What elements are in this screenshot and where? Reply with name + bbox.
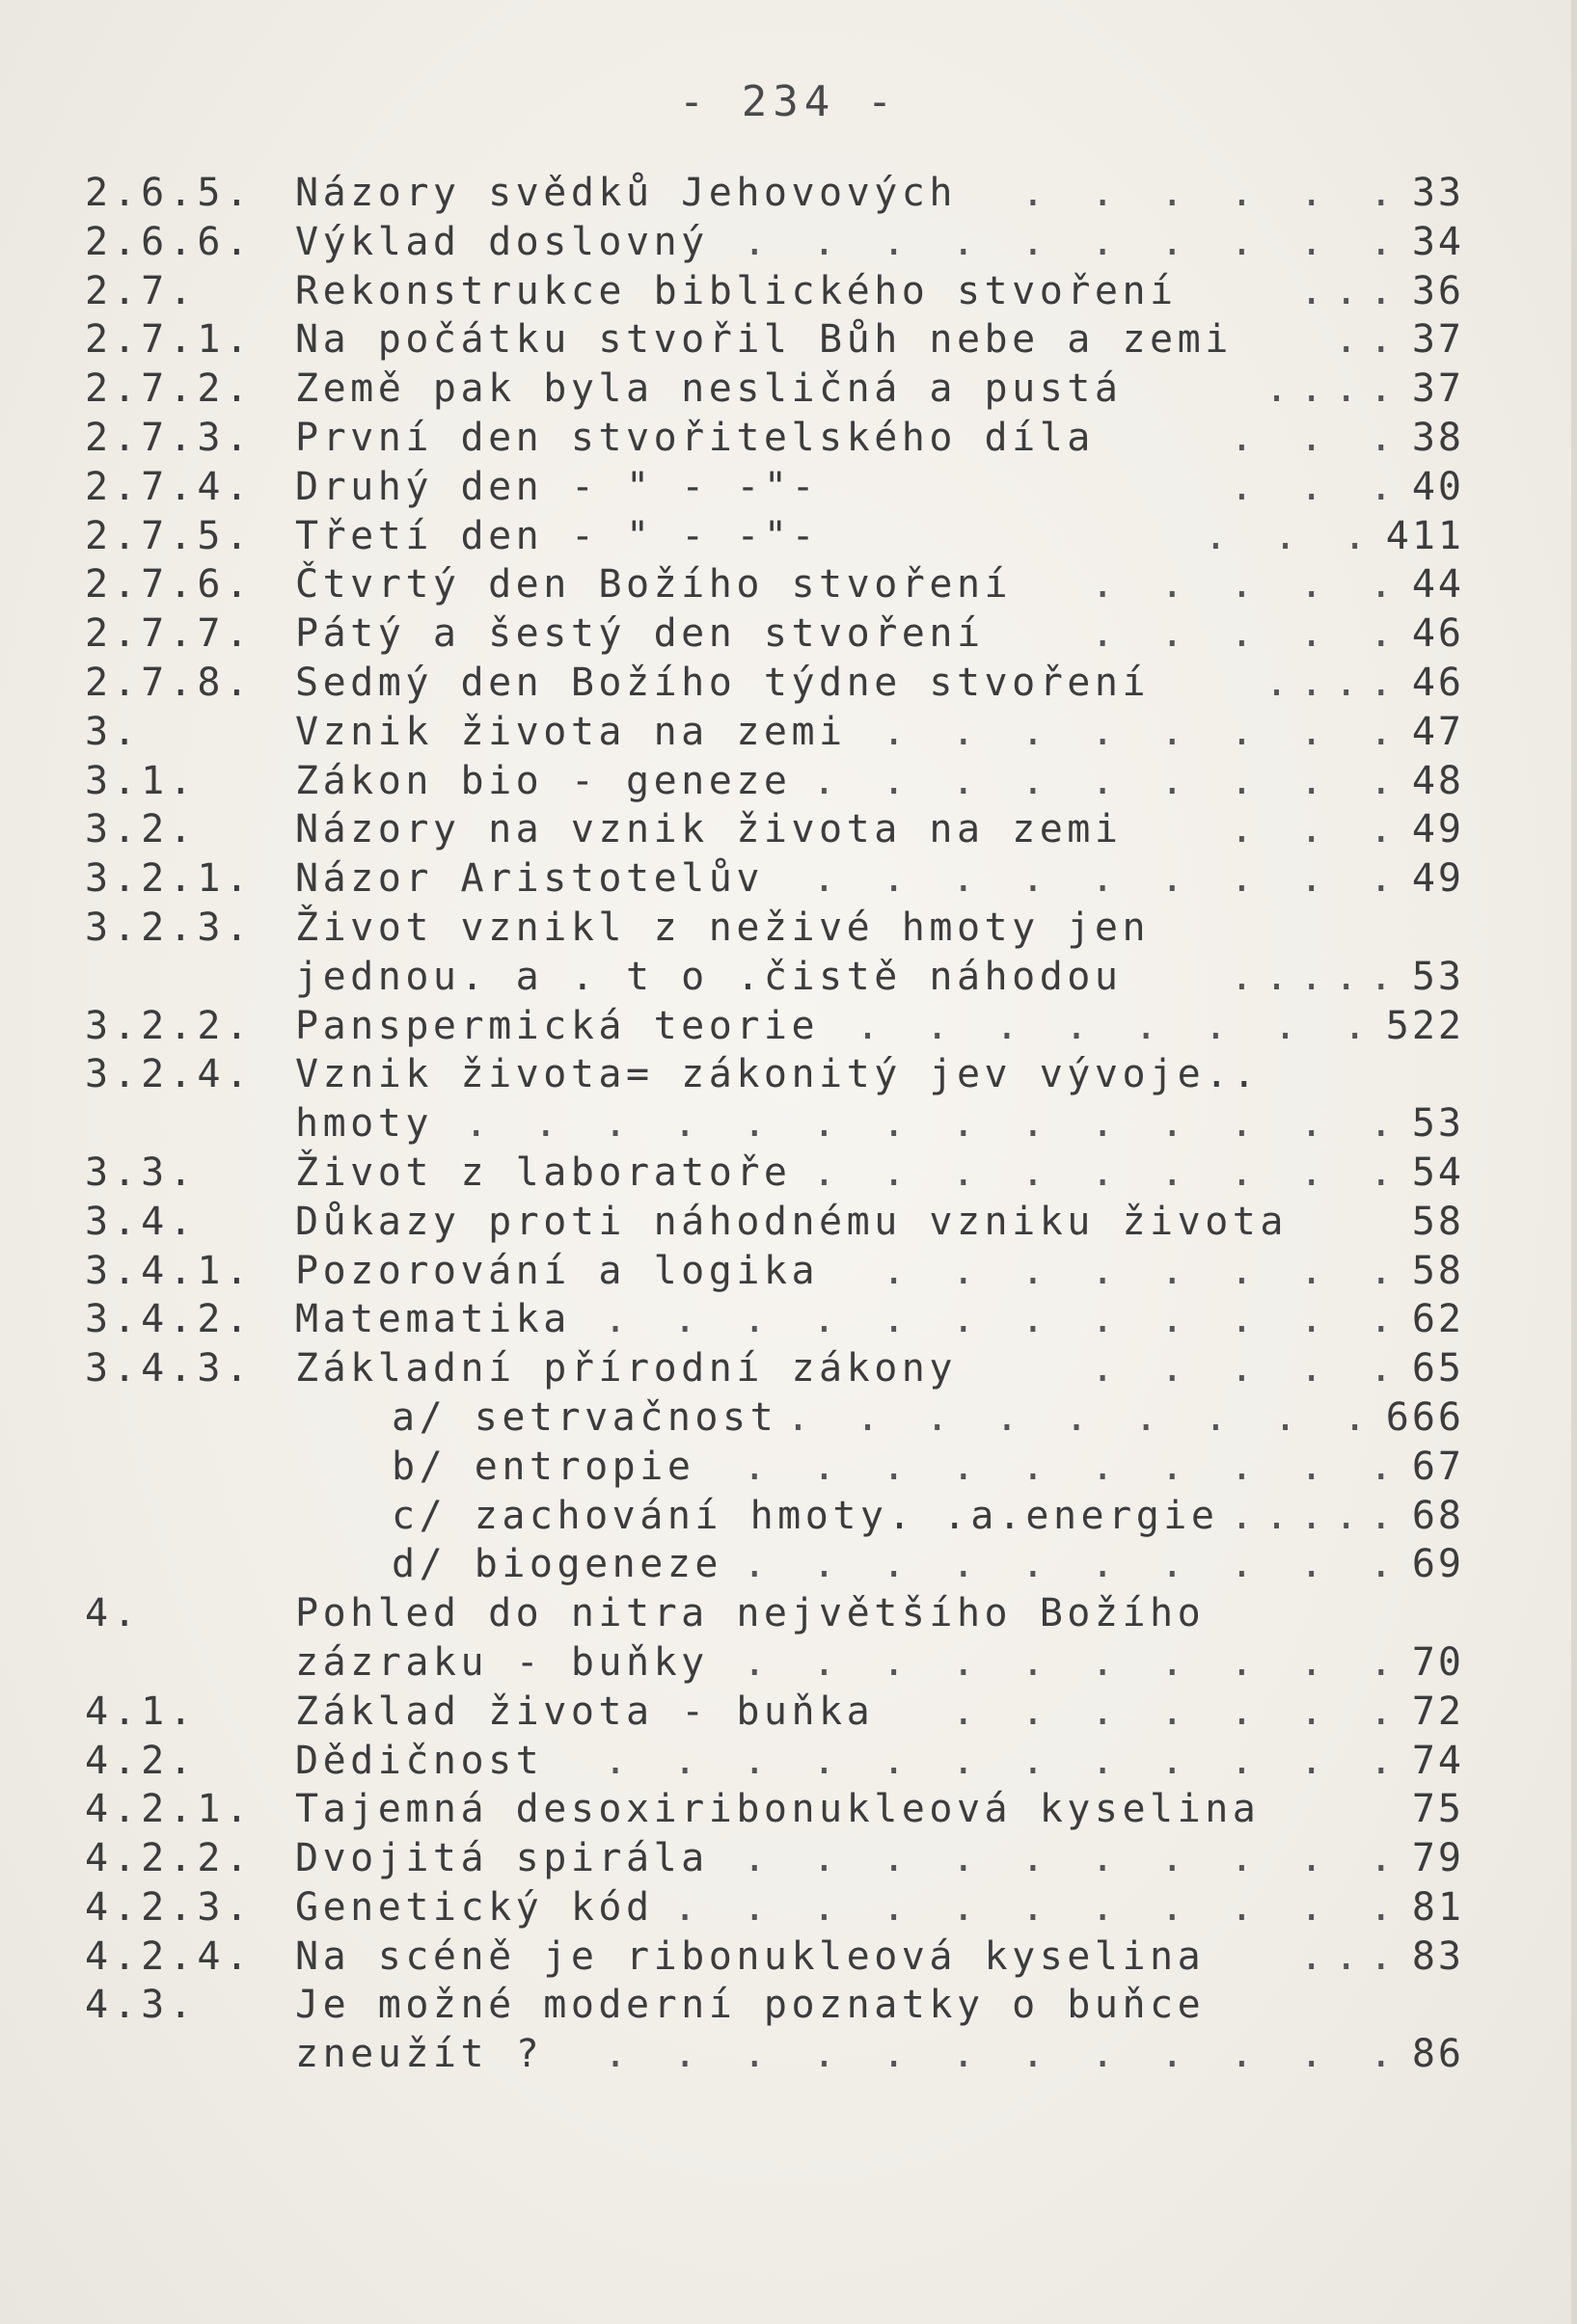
toc-entry — [85, 1099, 1464, 1148]
toc-entry — [85, 315, 1464, 365]
toc-entry-title: První den stvořitelského díla — [295, 415, 1095, 460]
toc-entry-title: Názory na vznik života na zemi — [295, 807, 1123, 852]
toc-entry-page: 38 — [1411, 415, 1464, 460]
toc-entry-title: c/ zachování hmoty. .a.energie — [392, 1493, 1219, 1538]
toc-entry — [85, 1981, 1464, 2030]
toc-entry-title: Pozorování a logika — [295, 1248, 820, 1293]
toc-entry-title: b/ entropie — [392, 1444, 695, 1489]
toc-entry-page: 666 — [1385, 1394, 1464, 1440]
toc-entry-leader-dots: . . . . . . . . . . — [743, 1836, 1404, 1881]
toc-entry-page: 83 — [1411, 1933, 1464, 1979]
toc-entry — [85, 1492, 1464, 1541]
toc-entry-number: 3.4. — [85, 1199, 198, 1244]
toc-entry-page: 49 — [1411, 856, 1464, 902]
toc-entry-leader-dots: . . . . . . . . — [856, 1003, 1378, 1048]
toc-entry-leader-dots: . . . . . . . . . . . — [673, 1884, 1404, 1930]
toc-entry — [85, 1540, 1464, 1589]
toc-entry-title: Je možné moderní poznatky o buňce — [295, 1983, 1206, 2028]
toc-entry-number: 3.1. — [85, 758, 198, 803]
toc-entry — [85, 1688, 1464, 1737]
toc-entry-leader-dots: . . . . . . . . — [882, 1248, 1404, 1293]
toc-entry-number: 2.7. — [85, 268, 198, 313]
toc-entry-number: 4. — [85, 1591, 142, 1636]
toc-entry-number: 4.2. — [85, 1738, 198, 1783]
toc-entry-title: Třetí den - " - -"- — [295, 513, 820, 558]
toc-entry-number: 3.2. — [85, 807, 198, 852]
toc-entry-number: 2.7.4. — [85, 464, 254, 509]
toc-entry — [85, 1638, 1464, 1688]
toc-entry — [85, 805, 1464, 854]
toc-entry-page: 48 — [1411, 758, 1464, 803]
toc-entry-number: 3.2.2. — [85, 1003, 254, 1048]
toc-entry-title: Zákon bio - geneze — [295, 758, 792, 803]
toc-entry-leader-dots: .. — [1334, 317, 1404, 363]
toc-entry — [85, 609, 1464, 659]
toc-entry-number: 4.1. — [85, 1689, 198, 1734]
toc-entry-number: 3. — [85, 709, 142, 754]
toc-entry-leader-dots: . . . . . — [1091, 1346, 1404, 1392]
toc-entry-leader-dots: . . . . . . . . . . . . — [603, 2032, 1404, 2077]
toc-entry-number: 3.2.4. — [85, 1052, 254, 1097]
toc-entry-title: Důkazy proti náhodnému vzniku života — [295, 1199, 1288, 1244]
toc-entry-page: 44 — [1411, 562, 1464, 608]
toc-entry-number: 4.2.2. — [85, 1836, 254, 1881]
toc-entry-leader-dots: . . . — [1204, 513, 1378, 558]
toc-entry — [85, 1737, 1464, 1786]
toc-entry-title: Názory svědků Jehovových — [295, 171, 957, 215]
toc-entry-number: 3.3. — [85, 1149, 198, 1195]
toc-entry-leader-dots: . . . . . . . . . — [812, 758, 1404, 803]
toc-entry-number: 3.4.1. — [85, 1248, 254, 1293]
toc-entry-page: 58 — [1411, 1248, 1464, 1293]
toc-entry-number: 3.2.1. — [85, 856, 254, 902]
toc-entry — [85, 463, 1464, 512]
toc-entry-leader-dots: . . . — [1230, 464, 1404, 509]
toc-entry — [85, 560, 1464, 609]
toc-entry-number: 3.4.2. — [85, 1297, 254, 1342]
toc-entry-number: 2.6.5. — [85, 171, 254, 215]
toc-entry-page: 54 — [1411, 1149, 1464, 1195]
toc-entry-title: jednou. a . t o .čistě náhodou — [295, 954, 1123, 999]
toc-entry-title: Dědičnost — [295, 1738, 544, 1783]
toc-entry-page: 37 — [1411, 366, 1464, 412]
toc-entry-title: Na scéně je ribonukleová kyselina — [295, 1933, 1206, 1979]
toc-entry-title: Tajemná desoxiribonukleová kyselina — [295, 1787, 1261, 1832]
toc-entry-number: 3.2.3. — [85, 905, 254, 950]
toc-entry-page: 46 — [1411, 660, 1464, 705]
toc-entry — [85, 1393, 1464, 1443]
toc-entry-leader-dots: . . . . . . . . — [882, 709, 1404, 754]
toc-entry-title: Vznik života= zákonitý jev vývoje.. — [295, 1052, 1261, 1097]
toc-entry-leader-dots: . . . . . . . . . — [786, 1394, 1378, 1440]
toc-entry-leader-dots: . . . . . . . . . . . . — [603, 1738, 1404, 1783]
toc-entry-leader-dots: . . . . . . — [1020, 171, 1404, 215]
toc-entry-title: Názor Aristotelův — [295, 856, 764, 902]
toc-entry-number: 3.4.3. — [85, 1346, 254, 1392]
toc-entry — [85, 1883, 1464, 1932]
toc-entry — [85, 1148, 1464, 1198]
toc-entry-title: Vznik života na zemi — [295, 709, 847, 754]
toc-entry-title: Pátý a šestý den stvoření — [295, 611, 985, 657]
toc-entry-number: 2.7.8. — [85, 660, 254, 705]
toc-entry-page: 81 — [1411, 1884, 1464, 1930]
toc-entry-number: 2.6.6. — [85, 219, 254, 264]
toc-entry-title: Matematika — [295, 1297, 571, 1342]
toc-entry — [85, 1050, 1464, 1099]
toc-entry-leader-dots: ... — [1299, 1933, 1404, 1979]
toc-entry-title: Život vznikl z neživé hmoty jen — [295, 905, 1151, 950]
toc-entry-number: 2.7.7. — [85, 611, 254, 657]
toc-entry — [85, 218, 1464, 267]
toc-entry-page: 69 — [1411, 1542, 1464, 1587]
toc-entry — [85, 1002, 1464, 1051]
toc-entry-leader-dots: . . . . . . . . . . — [743, 1639, 1404, 1685]
toc-entry-page: 34 — [1411, 219, 1464, 264]
toc-entry-leader-dots: . . . . . . . . . . — [743, 219, 1404, 264]
toc-entry-number: 4.2.3. — [85, 1884, 254, 1930]
toc-entry-leader-dots: . . . . . — [1091, 562, 1404, 608]
toc-entry-page: 36 — [1411, 268, 1464, 313]
toc-entry-page: 49 — [1411, 807, 1464, 852]
toc-entry — [85, 1834, 1464, 1883]
toc-entry — [85, 267, 1464, 316]
toc-entry-page: 53 — [1411, 1101, 1464, 1147]
toc-entry-page: 67 — [1411, 1444, 1464, 1489]
toc-entry — [85, 1785, 1464, 1834]
toc-entry-leader-dots: . . . . . . . . . — [812, 856, 1404, 902]
toc-entry — [85, 2030, 1464, 2079]
toc-entry-leader-dots: . . . . . . . . . . — [743, 1444, 1404, 1489]
toc-entry-title: d/ biogeneze — [392, 1542, 722, 1587]
toc-entry — [85, 365, 1464, 414]
toc-entry-title: Základní přírodní zákony — [295, 1346, 957, 1392]
toc-entry-title: Sedmý den Božího týdne stvoření — [295, 660, 1151, 705]
toc-entry — [85, 708, 1464, 757]
toc-entry-page: 47 — [1411, 709, 1464, 754]
toc-entry-page: 37 — [1411, 317, 1464, 363]
toc-entry-title: Pohled do nitra největšího Božího — [295, 1591, 1206, 1636]
toc-entry-number: 4.2.1. — [85, 1787, 254, 1832]
toc-entry-leader-dots: . . . . . . . — [951, 1689, 1404, 1734]
toc-entry — [85, 1247, 1464, 1296]
toc-entry-title: zneužít ? — [295, 2032, 544, 2077]
toc-entry-number: 2.7.3. — [85, 415, 254, 460]
toc-entry-number: 2.7.1. — [85, 317, 254, 363]
toc-entry-page: 58 — [1411, 1199, 1464, 1244]
toc-entry — [85, 1344, 1464, 1393]
toc-entry — [85, 1295, 1464, 1344]
toc-entry-title: Výklad doslovný — [295, 219, 709, 264]
toc-entry-title: Rekonstrukce biblického stvoření — [295, 268, 1178, 313]
toc-entry-title: hmoty — [295, 1101, 433, 1147]
toc-entry-number: 2.7.5. — [85, 513, 254, 558]
toc-entry-title: Panspermická teorie — [295, 1003, 820, 1048]
toc-entry-leader-dots: ... — [1299, 268, 1404, 313]
toc-entry-page: 70 — [1411, 1639, 1464, 1685]
toc-entry — [85, 512, 1464, 561]
toc-entry-leader-dots: . . . . . — [1091, 611, 1404, 657]
toc-entry-title: Genetický kód — [295, 1884, 654, 1930]
toc-entry-page: 411 — [1385, 513, 1464, 558]
toc-entry — [85, 169, 1464, 218]
toc-entry-page: 86 — [1411, 2032, 1464, 2077]
toc-entry — [85, 904, 1464, 953]
toc-entry-leader-dots: .... — [1264, 366, 1404, 412]
toc-entry-leader-dots: . . . . . . . . . — [812, 1149, 1404, 1195]
toc-entry-leader-dots: ..... — [1230, 954, 1404, 999]
toc-entry — [85, 757, 1464, 806]
toc-entry-title: Čtvrtý den Božího stvoření — [295, 562, 1013, 608]
page-number: - 234 - — [678, 77, 899, 126]
toc-entry-leader-dots: . . . . . . . . . . — [743, 1542, 1404, 1587]
toc-entry-title: Země pak byla nesličná a pustá — [295, 366, 1123, 412]
toc-entry — [85, 1443, 1464, 1492]
toc-entry — [85, 659, 1464, 708]
toc-entry-leader-dots: . . . . . . . . . . . . — [603, 1297, 1404, 1342]
toc-entry-title: Dvojitá spirála — [295, 1836, 709, 1881]
toc-entry — [85, 1198, 1464, 1247]
paper-edge — [1571, 0, 1577, 2324]
toc-entry-page: 33 — [1411, 171, 1464, 215]
toc-entry-number: 4.3. — [85, 1983, 198, 2028]
toc-entry — [85, 953, 1464, 1002]
toc-entry-title: Druhý den - " - -"- — [295, 464, 820, 509]
toc-entry-page: 65 — [1411, 1346, 1464, 1392]
toc-entry — [85, 1589, 1464, 1638]
toc-entry-page: 74 — [1411, 1738, 1464, 1783]
toc-entry — [85, 1932, 1464, 1982]
toc-entry-page: 46 — [1411, 611, 1464, 657]
toc-entry-title: zázraku - buňky — [295, 1639, 709, 1685]
toc-entry-leader-dots: . . . . . . . . . . . . . . — [464, 1101, 1404, 1147]
toc-entry-number: 2.7.2. — [85, 366, 254, 412]
toc-entry-leader-dots: . . . — [1230, 807, 1404, 852]
toc-entry-title: Život z laboratoře — [295, 1149, 792, 1195]
toc-entry — [85, 854, 1464, 904]
table-of-contents — [85, 169, 1464, 2079]
toc-entry-page: 75 — [1411, 1787, 1464, 1832]
toc-entry-page: 68 — [1411, 1493, 1464, 1538]
toc-entry-number: 2.7.6. — [85, 562, 254, 608]
toc-entry-page: 40 — [1411, 464, 1464, 509]
toc-entry-title: Základ života - buňka — [295, 1689, 875, 1734]
toc-entry-leader-dots: .... — [1264, 660, 1404, 705]
toc-entry-page: 522 — [1385, 1003, 1464, 1048]
toc-entry-number: 4.2.4. — [85, 1933, 254, 1979]
toc-entry-leader-dots: . . . — [1230, 415, 1404, 460]
toc-entry-title: a/ setrvačnost — [392, 1394, 778, 1440]
toc-entry-page: 53 — [1411, 954, 1464, 999]
toc-entry-page: 79 — [1411, 1836, 1464, 1881]
toc-entry-page: 72 — [1411, 1689, 1464, 1734]
toc-entry-page: 62 — [1411, 1297, 1464, 1342]
toc-entry-leader-dots: ..... — [1230, 1493, 1404, 1538]
toc-entry-title: Na počátku stvořil Bůh nebe a zemi — [295, 317, 1233, 363]
toc-entry — [85, 414, 1464, 463]
